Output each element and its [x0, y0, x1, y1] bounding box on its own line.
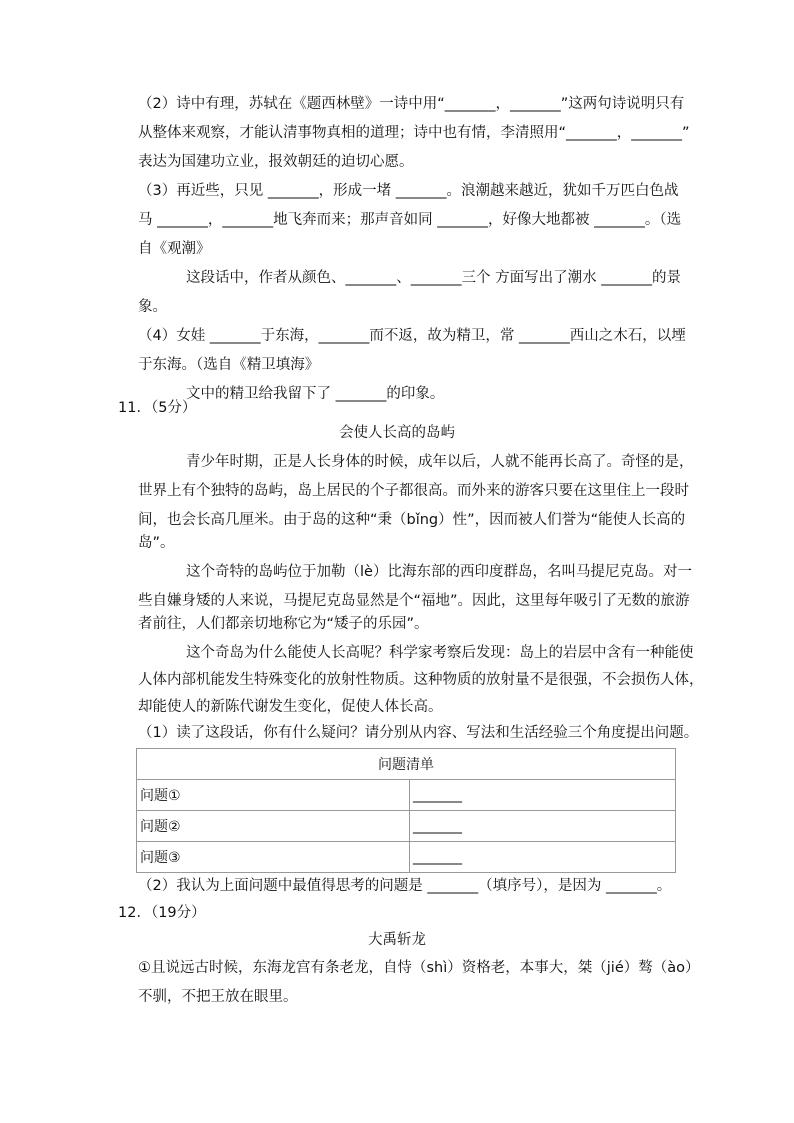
passage-line: ①且说远古时候，东海龙宫有条老龙，自恃（shì）资格老，本事大，桀（jié）骜（ào）	[138, 960, 700, 976]
text-line: 马 _______，_______地飞奔而来；那声音如同 _______，好像大地都被 _______。（选	[138, 212, 682, 228]
table-row	[137, 842, 676, 873]
passage-line: 者前往，人们都亲切地称它为“矮子的乐园”。	[138, 616, 429, 632]
sub-question: （1）读了这段话，你有什么疑问？请分别从内容、写法和生活经验三个角度提出问题。	[138, 725, 699, 741]
passage-line: 却能使人的新陈代谢发生变化，促使人体长高。	[138, 699, 443, 715]
table-row	[137, 811, 676, 842]
answer-blank[interactable]: _______	[410, 780, 676, 811]
row-label: 问题②	[137, 811, 410, 842]
text-line: 从整体来观察，才能认清事物真相的道理；诗中也有情，李清照用“_______，_______”	[138, 125, 690, 141]
text-line: 象。	[138, 299, 167, 315]
text-line: （2）诗中有理，苏轼在《题西林壁》一诗中用“_______，_______”这两句诗说明只有	[138, 96, 685, 112]
text-line: （4）女娃 _______于东海，_______而不返，故为精卫，常 _______西山之木石，以堙	[138, 328, 686, 344]
text-line: 表达为国建功立业，报效朝廷的迫切心愿。	[138, 154, 414, 170]
text-line: 文中的精卫给我留下了 _______的印象。	[186, 386, 445, 402]
text-line: 于东海。（选自《精卫填海》	[138, 357, 320, 373]
passage-line: 间，也会长高几厘米。由于岛的这种“秉（bǐng）性”，因而被人们誉为“能使人长高的	[138, 512, 686, 528]
row-label: 问题③	[137, 842, 410, 873]
passage-line: 人体内部机能发生特殊变化的放射性物质。这种物质的放射量不是很强，不会损伤人体，	[138, 672, 704, 688]
answer-blank[interactable]: _______	[410, 842, 676, 873]
table-row	[137, 780, 676, 811]
passage-title: 会使人长高的岛屿	[339, 425, 455, 441]
passage-title: 大禹斩龙	[368, 932, 426, 948]
question-number: 11．（5分）	[118, 400, 197, 416]
text-line: 这段话中，作者从颜色、_______、_______三个 方面写出了潮水 _______的景	[186, 270, 681, 286]
passage-line: 这个奇岛为什么能使人长高呢？科学家考察后发现：岛上的岩层中含有一种能使	[186, 645, 694, 661]
passage-line: 这个奇特的岛屿位于加勒（lè）比海东部的西印度群岛，名叫马提尼克岛。对一	[186, 564, 692, 580]
passage-line: 些自嫌身矮的人来说，马提尼克岛显然是个“福地”。因此，这里每年吸引了无数的旅游	[138, 593, 690, 609]
passage-line: 岛”。	[138, 535, 175, 551]
passage-line: 不驯，不把王放在眼里。	[138, 989, 298, 1005]
row-label: 问题①	[137, 780, 410, 811]
answer-blank[interactable]: _______	[410, 811, 676, 842]
question-number: 12．（19分）	[118, 905, 206, 921]
passage-line: 青少年时期，正是人长身体的时候，成年以后，人就不能再长高了。奇怪的是，	[186, 454, 694, 470]
table-header: 问题清单	[137, 749, 676, 780]
text-line: 自《观潮》	[138, 241, 211, 257]
sub-question: （2）我认为上面问题中最值得思考的问题是 _______（填序号），是因为 _______。	[138, 878, 672, 894]
text-line: （3）再近些，只见 _______，形成一堵 _______。浪潮越来越近，犹如千万匹白色战	[138, 183, 679, 199]
passage-line: 世界上有个独特的岛屿，岛上居民的个子都很高。而外来的游客只要在这里住上一段时	[138, 483, 689, 499]
question-list-table	[136, 748, 676, 873]
